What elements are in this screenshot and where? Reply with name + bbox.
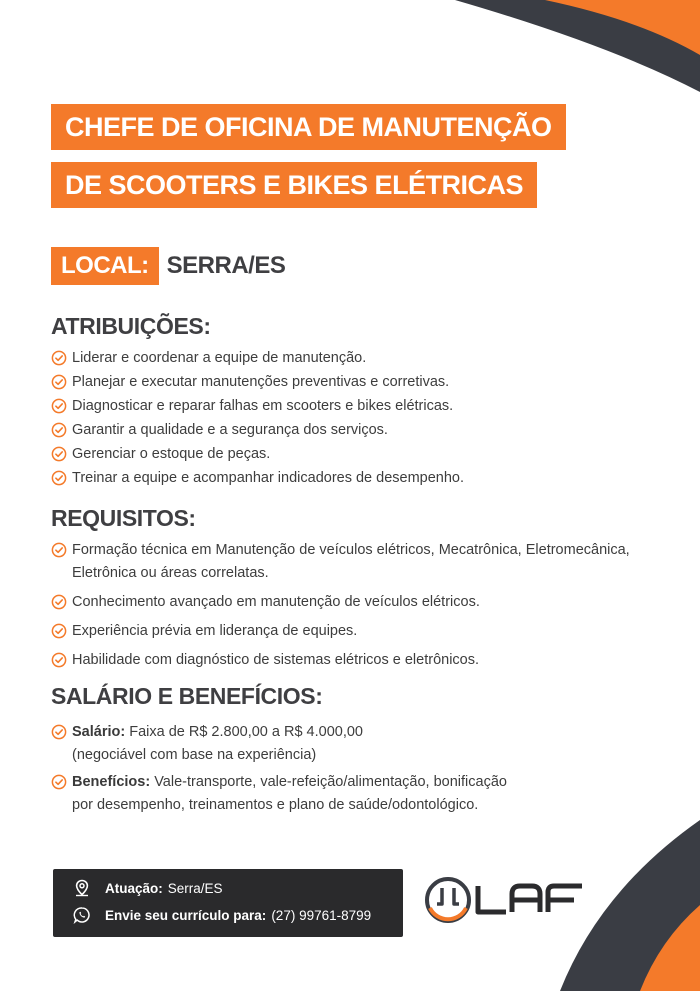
- contact-row: [73, 904, 371, 926]
- salario-heading: SALÁRIO E BENEFÍCIOS:: [51, 683, 323, 709]
- list-item: Experiência prévia em liderança de equipes.: [51, 620, 631, 643]
- check-circle-icon: [51, 350, 67, 366]
- check-circle-icon: [51, 422, 67, 438]
- check-circle-icon: [51, 623, 67, 639]
- job-title-line-2: DE SCOOTERS E BIKES ELÉTRICAS: [51, 162, 537, 208]
- job-title-line-1: CHEFE DE OFICINA DE MANUTENÇÃO: [51, 104, 566, 150]
- location-row: [51, 247, 285, 285]
- contact-box: [53, 869, 403, 937]
- list-item: Treinar a equipe e acompanhar indicadores de desempenho.: [51, 468, 631, 492]
- check-circle-icon: [51, 594, 67, 610]
- logo-letter-l: [478, 886, 506, 912]
- logo-letter-a: [512, 886, 540, 912]
- check-circle-icon: [51, 446, 67, 462]
- check-circle-icon: [51, 724, 67, 740]
- list-item: Habilidade com diagnóstico de sistemas elétricos e eletrônicos.: [51, 649, 631, 672]
- check-circle-icon: [51, 374, 67, 390]
- atuacao-row: [73, 877, 223, 899]
- salary-item: [51, 721, 631, 767]
- benefits-item: [51, 771, 631, 817]
- list-item: Planejar e executar manutenções preventivas e corretivas.: [51, 372, 631, 396]
- requisitos-list: [51, 539, 631, 678]
- list-item: Formação técnica em Manutenção de veículos elétricos, Mecatrônica, Eletromecânica, Eletrônica ou áreas correlatas.: [51, 539, 631, 585]
- requisitos-heading: REQUISITOS:: [51, 505, 196, 531]
- salario-list: [51, 721, 631, 821]
- whatsapp-icon: [73, 906, 91, 924]
- atribuicoes-heading: ATRIBUIÇÕES:: [51, 313, 211, 339]
- laf-logo: [422, 874, 592, 926]
- check-circle-icon: [51, 398, 67, 414]
- salary-range: Faixa de R$ 2.800,00 a R$ 4.000,00: [129, 724, 363, 740]
- check-circle-icon: [51, 470, 67, 486]
- contact-phone[interactable]: (27) 99761-8799: [271, 907, 372, 923]
- list-item: Garantir a qualidade e a segurança dos serviços.: [51, 420, 631, 444]
- check-circle-icon: [51, 652, 67, 668]
- list-item: Conhecimento avançado em manutenção de veículos elétricos.: [51, 591, 631, 614]
- salary-note: (negociável com base na experiência): [72, 747, 317, 763]
- atuacao-value: Serra/ES: [167, 880, 223, 896]
- atuacao-label: Atuação:: [105, 880, 163, 896]
- location-value: SERRA/ES: [166, 252, 286, 279]
- benefits-label: Benefícios:: [72, 774, 151, 790]
- logo-letter-f: [548, 886, 582, 912]
- list-item: Gerenciar o estoque de peças.: [51, 444, 631, 468]
- check-circle-icon: [51, 774, 67, 790]
- benefits-text: Vale-transporte, vale-refeição/alimentação, bonificação: [154, 774, 507, 790]
- atribuicoes-list: [51, 348, 631, 492]
- check-circle-icon: [51, 542, 67, 558]
- contact-label: Envie seu currículo para:: [105, 907, 267, 923]
- list-item: Diagnosticar e reparar falhas em scooters e bikes elétricas.: [51, 396, 631, 420]
- salary-label: Salário:: [72, 724, 126, 740]
- list-item: Liderar e coordenar a equipe de manutenção.: [51, 348, 631, 372]
- logo-emblem-mark: [437, 888, 459, 904]
- location-label: LOCAL:: [51, 247, 159, 285]
- benefits-text-2: por desempenho, treinamentos e plano de saúde/odontológico.: [72, 797, 479, 813]
- map-pin-icon: [73, 879, 91, 897]
